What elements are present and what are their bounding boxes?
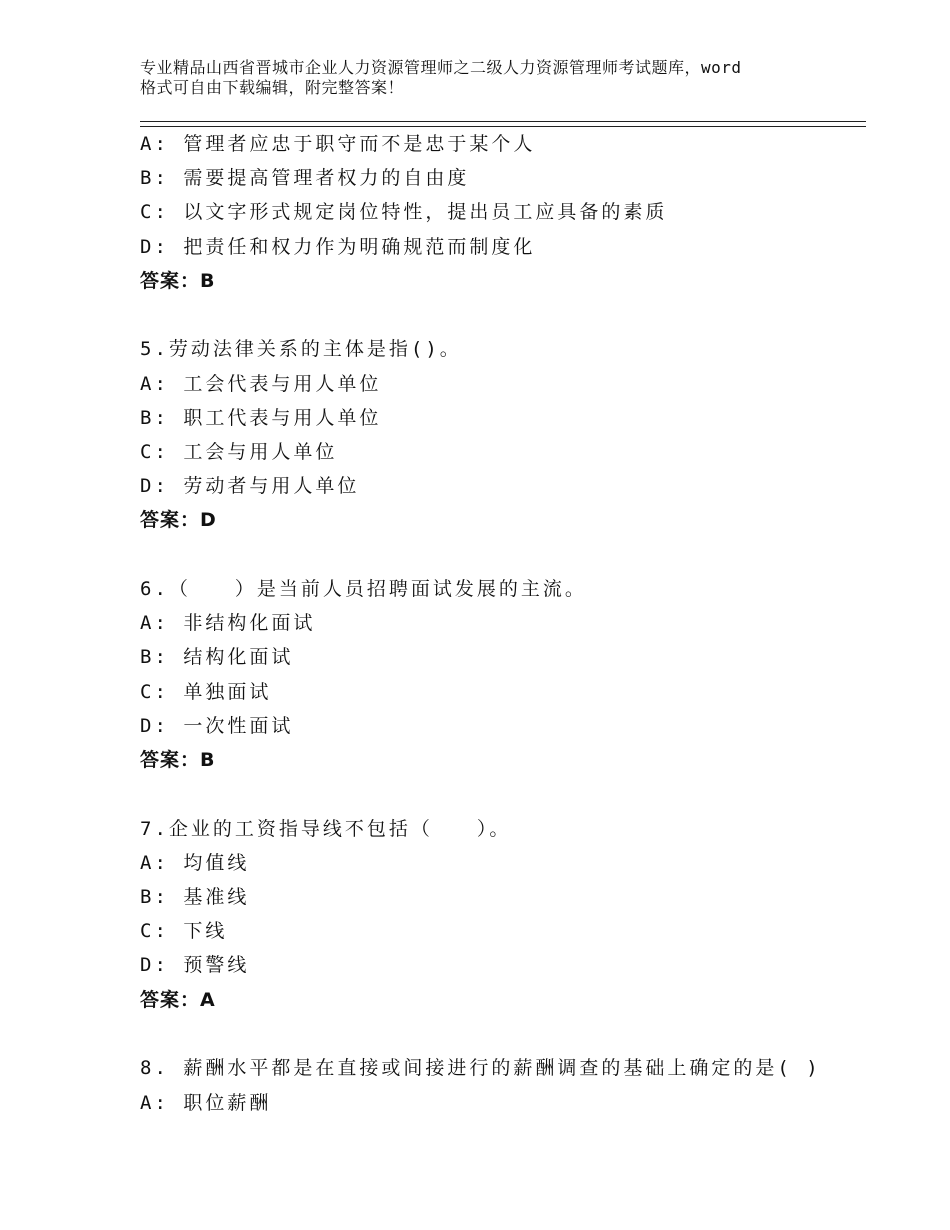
option-b: B: 职工代表与用人单位 [140, 406, 382, 429]
header-title-line-1: 专业精品山西省晋城市企业人力资源管理师之二级人力资源管理师考试题库，word [140, 58, 742, 77]
question-text: 7.企业的工资指导线不包括（ ）。 [140, 817, 512, 840]
question-block-5 [140, 332, 860, 537]
question-block-4 [140, 127, 860, 298]
option-d: D: 把责任和权力作为明确规范而制度化 [140, 235, 536, 258]
question-text: 5.劳动法律关系的主体是指()。 [140, 338, 462, 361]
option-d: D: 劳动者与用人单位 [140, 475, 360, 498]
option-b: B: 基准线 [140, 886, 250, 909]
question-block-6 [140, 572, 860, 777]
option-b: B: 需要提高管理者权力的自由度 [140, 167, 470, 190]
question-list [140, 127, 860, 1120]
question-block-8 [140, 1051, 860, 1119]
spacer [140, 1017, 860, 1052]
option-d: D: 一次性面试 [140, 714, 294, 737]
option-c: C: 以文字形式规定岗位特性，提出员工应具备的素质 [140, 201, 668, 224]
option-c: C: 单独面试 [140, 680, 272, 703]
option-a: A: 管理者应忠于职守而不是忠于某个人 [140, 133, 536, 155]
option-a: A: 非结构化面试 [140, 612, 316, 635]
answer-label: 答案：A [140, 988, 216, 1011]
option-a: A: 均值线 [140, 851, 250, 874]
answer-label: 答案：D [140, 509, 217, 532]
option-c: C: 下线 [140, 920, 228, 943]
answer-label: 答案：B [140, 749, 216, 771]
spacer [140, 298, 860, 333]
option-b: B: 结构化面试 [140, 646, 294, 669]
option-a: A: 工会代表与用人单位 [140, 372, 382, 395]
question-block-7 [140, 812, 860, 1017]
option-d: D: 预警线 [140, 954, 250, 977]
question-text: 6.（ ）是当前人员招聘面试发展的主流。 [140, 578, 587, 601]
option-c: C: 工会与用人单位 [140, 441, 338, 463]
header-title-line-2: 格式可自由下载编辑，附完整答案！ [140, 78, 405, 97]
spacer [140, 777, 860, 812]
option-a: A: 职位薪酬 [140, 1091, 272, 1114]
document-header [140, 58, 840, 98]
answer-label: 答案：B [140, 269, 216, 292]
question-text: 8. 薪酬水平都是在直接或间接进行的薪酬调查的基础上确定的是( ) [140, 1057, 821, 1080]
spacer [140, 538, 860, 573]
